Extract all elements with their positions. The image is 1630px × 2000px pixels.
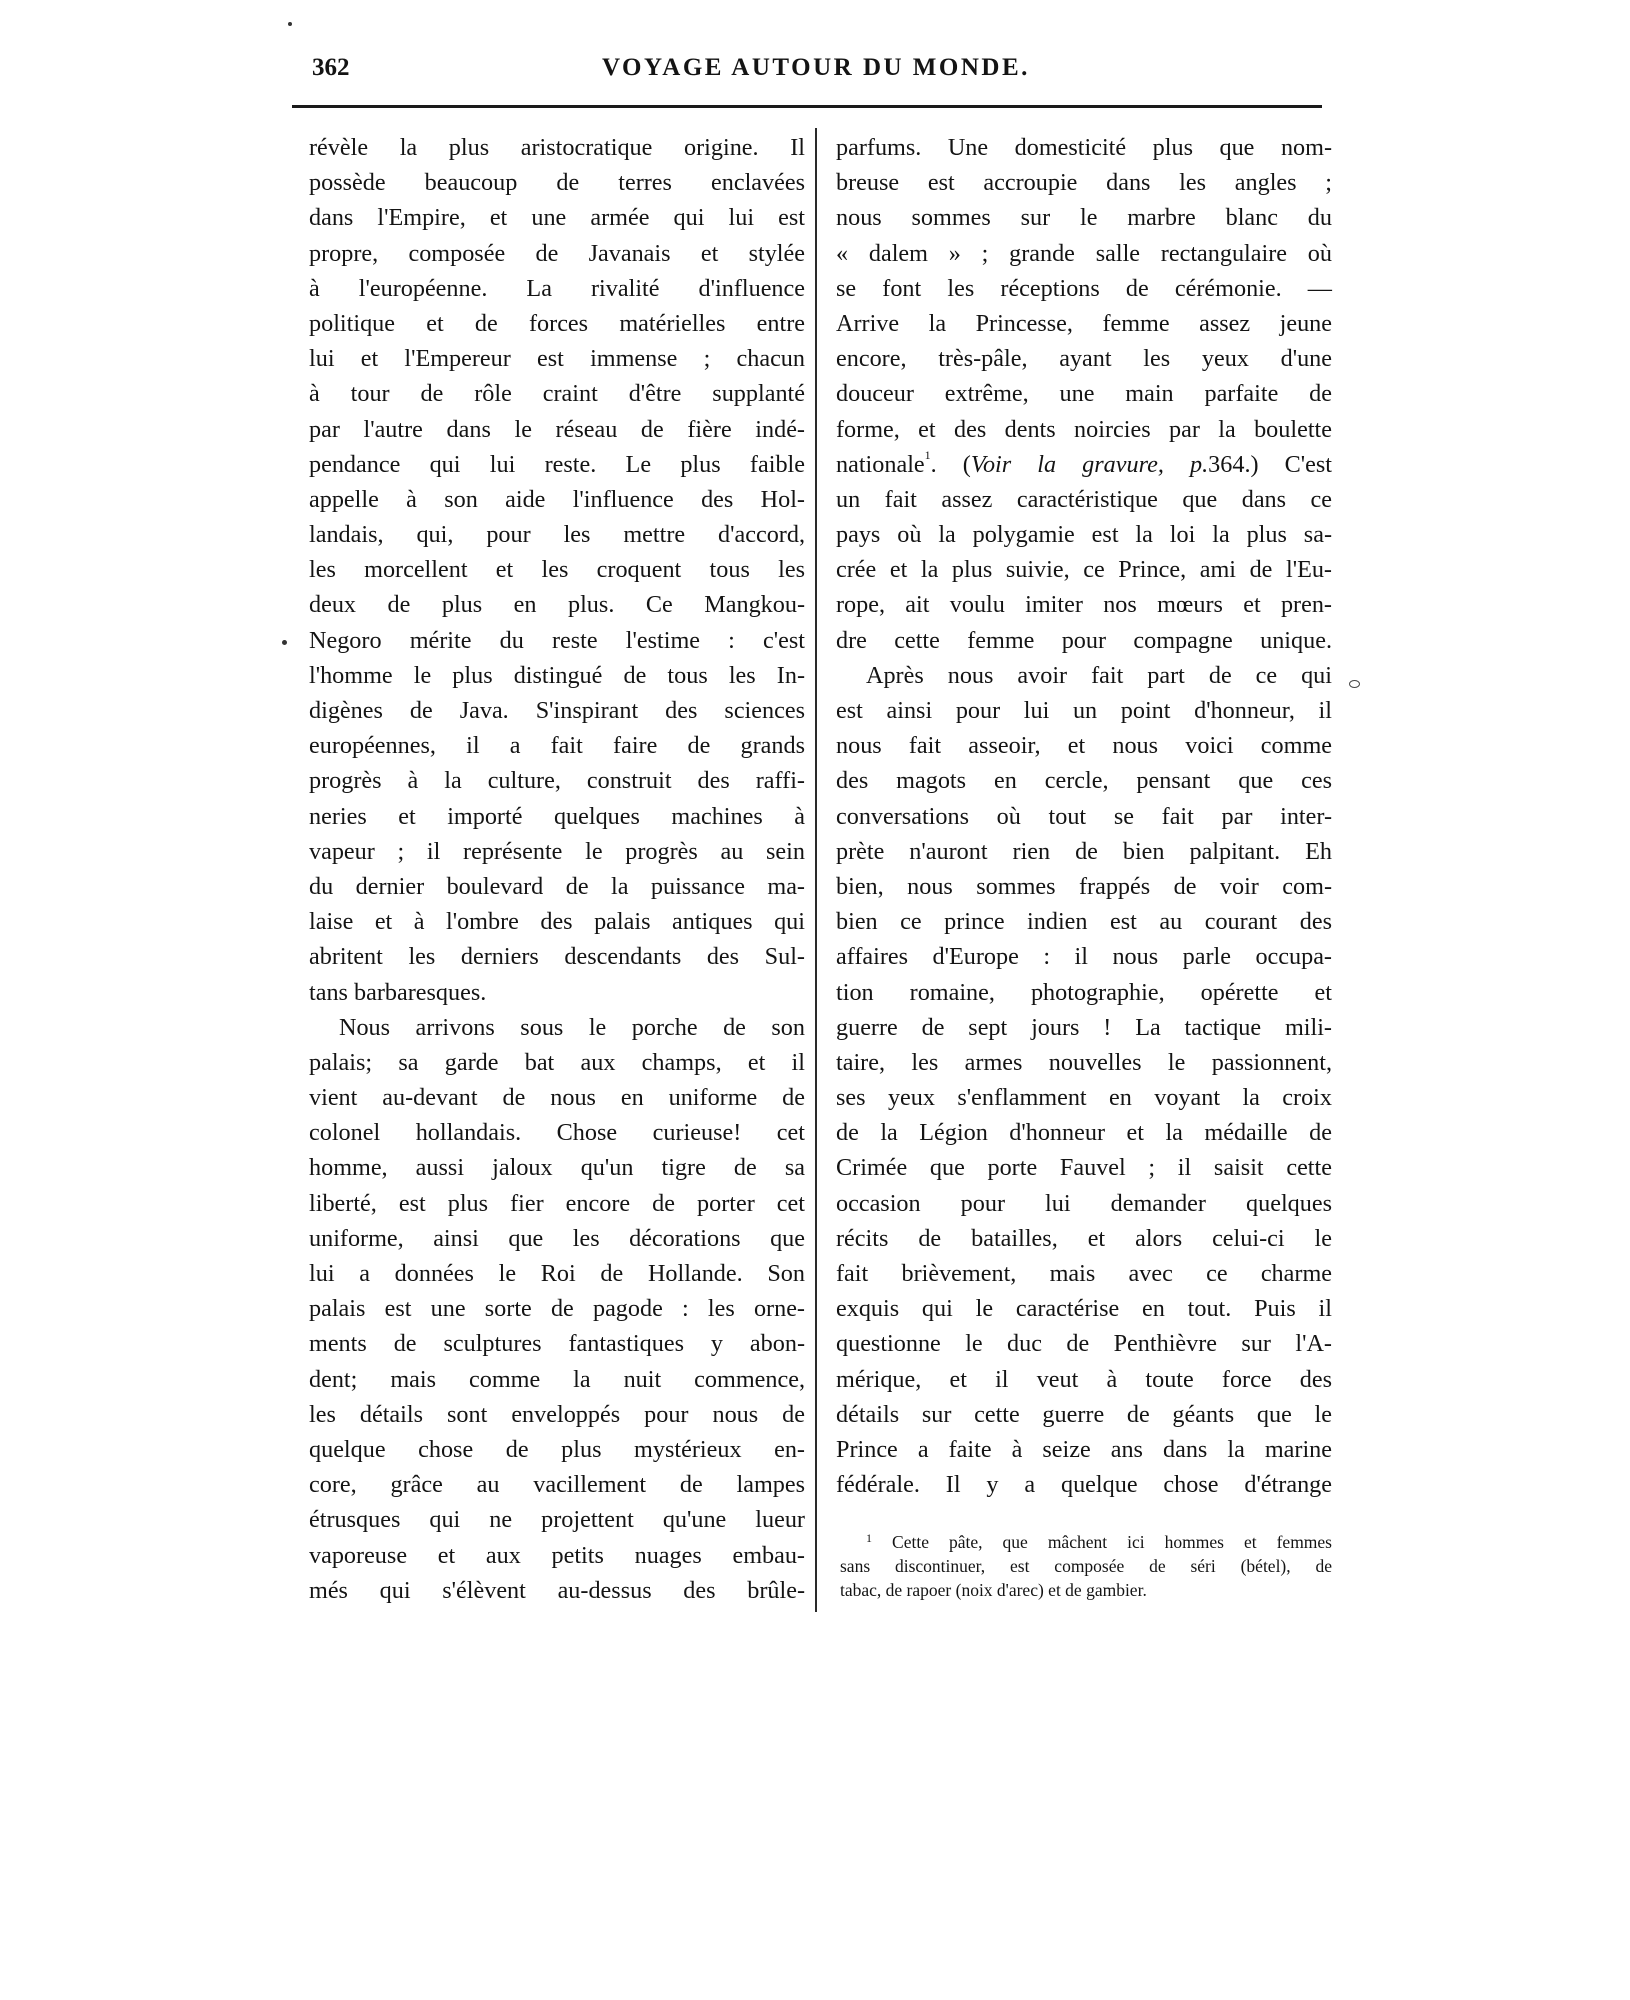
text-line: Arrive la Princesse, femme assez jeune bbox=[836, 309, 1332, 337]
text-line: pendance qui lui reste. Le plus faible bbox=[309, 450, 805, 478]
text-line: laise et à l'ombre des palais antiques qui bbox=[309, 908, 805, 936]
paragraph-end-line: dre cette femme pour compagne unique. bbox=[836, 626, 1332, 654]
text-line: européennes, il a fait faire de grands bbox=[309, 732, 805, 760]
text-line: palais est une sorte de pagode : les orne- bbox=[309, 1295, 805, 1323]
text-line: fédérale. Il y a quelque chose d'étrange bbox=[836, 1471, 1332, 1499]
text-line: un fait assez caractéristique que dans ce bbox=[836, 485, 1332, 513]
text-line: révèle la plus aristocratique origine. Il bbox=[309, 134, 805, 161]
text-line: landais, qui, pour les mettre d'accord, bbox=[309, 521, 805, 549]
text-line: vient au-devant de nous en uniforme de bbox=[309, 1084, 805, 1112]
footnote-line: sans discontinuer, est composée de séri (bétel), de bbox=[840, 1556, 1332, 1576]
text-line: ses yeux s'enflamment en voyant la croix bbox=[836, 1084, 1332, 1112]
text-line: détails sur cette guerre de géants que le bbox=[836, 1400, 1332, 1428]
column-divider bbox=[815, 128, 817, 1612]
text-line: ments de sculptures fantastiques y abon- bbox=[309, 1330, 805, 1358]
text-line: abritent les derniers descendants des Sul- bbox=[309, 943, 805, 971]
paragraph-start-line: Nous arrivons sous le porche de son bbox=[339, 1013, 805, 1041]
scan-speck bbox=[1349, 680, 1360, 688]
footnote-line bbox=[840, 1530, 1332, 1554]
text-line: à tour de rôle craint d'être supplanté bbox=[309, 380, 805, 408]
text-line: Prince a faite à seize ans dans la marine bbox=[836, 1435, 1332, 1463]
text-line: exquis qui le caractérise en tout. Puis il bbox=[836, 1295, 1332, 1323]
text-line: fait brièvement, mais avec ce charme bbox=[836, 1260, 1332, 1287]
text-line: Crimée que porte Fauvel ; il saisit cette bbox=[836, 1154, 1332, 1182]
text-line: possède beaucoup de terres enclavées bbox=[309, 169, 805, 197]
text-line: questionne le duc de Penthièvre sur l'A- bbox=[836, 1330, 1332, 1358]
text-line: vapeur ; il représente le progrès au sein bbox=[309, 837, 805, 865]
text-line: propre, composée de Javanais et stylée bbox=[309, 239, 805, 267]
text-line: quelque chose de plus mystérieux en- bbox=[309, 1435, 805, 1463]
text-line: Negoro mérite du reste l'estime : c'est bbox=[309, 626, 805, 654]
text-line: encore, très-pâle, ayant les yeux d'une bbox=[836, 345, 1332, 373]
text-line: lui et l'Empereur est immense ; chacun bbox=[309, 345, 805, 373]
text-line: de la Légion d'honneur et la médaille de bbox=[836, 1119, 1332, 1147]
text-line: conversations où tout se fait par inter- bbox=[836, 802, 1332, 830]
running-head bbox=[312, 48, 1322, 88]
text-fragment: Cette pâte, que mâchent ici hommes et femmes bbox=[892, 1532, 1332, 1552]
text-line: l'homme le plus distingué de tous les In- bbox=[309, 661, 805, 689]
text-line: prète n'auront rien de bien palpitant. Eh bbox=[836, 837, 1332, 865]
footnote-reference[interactable]: 1 bbox=[924, 447, 931, 462]
text-line: forme, et des dents noircies par la boulette bbox=[836, 415, 1332, 443]
paragraph-end-line: tans barbaresques. bbox=[309, 978, 487, 1006]
text-line: affaires d'Europe : il nous parle occupa- bbox=[836, 943, 1332, 971]
text-fragment: nationale bbox=[836, 450, 925, 478]
text-line: homme, aussi jaloux qu'un tigre de sa bbox=[309, 1154, 805, 1182]
text-line: pays où la polygamie est la loi la plus sa- bbox=[836, 521, 1332, 549]
text-line: colonel hollandais. Chose curieuse! cet bbox=[309, 1119, 805, 1147]
left-column bbox=[309, 130, 805, 1608]
text-line: lui a données le Roi de Hollande. Son bbox=[309, 1260, 805, 1287]
text-line: politique et de forces matérielles entre bbox=[309, 309, 805, 337]
text-line: des magots en cercle, pensant que ces bbox=[836, 767, 1332, 795]
text-line: neries et importé quelques machines à bbox=[309, 802, 805, 830]
text-line: occasion pour lui demander quelques bbox=[836, 1189, 1332, 1217]
scan-speck bbox=[282, 640, 287, 645]
text-fragment: . ( bbox=[930, 450, 971, 478]
page-number: 362 bbox=[312, 54, 350, 81]
text-line: dans l'Empire, et une armée qui lui est bbox=[309, 204, 805, 232]
text-line: du dernier boulevard de la puissance ma- bbox=[309, 872, 805, 900]
text-line: nous fait asseoir, et nous voici comme bbox=[836, 732, 1332, 760]
footnote bbox=[840, 1530, 1332, 1602]
text-line: douceur extrême, une main parfaite de bbox=[836, 380, 1332, 408]
text-line: vaporeuse et aux petits nuages embau- bbox=[309, 1541, 805, 1569]
text-line: dent; mais comme la nuit commence, bbox=[309, 1365, 805, 1393]
text-line: appelle à son aide l'influence des Hol- bbox=[309, 485, 805, 513]
text-line: tion romaine, photographie, opérette et bbox=[836, 978, 1332, 1006]
text-line: palais; sa garde bat aux champs, et il bbox=[309, 1048, 805, 1076]
footnote-marker: 1 bbox=[866, 1531, 872, 1545]
text-line: les morcellent et les croquent tous les bbox=[309, 556, 805, 584]
footnote-line: tabac, de rapoer (noix d'arec) et de gambier. bbox=[840, 1580, 1147, 1600]
text-line: nous sommes sur le marbre blanc du bbox=[836, 204, 1332, 232]
text-line: est ainsi pour lui un point d'honneur, il bbox=[836, 697, 1332, 724]
figure-reference: Voir la gravure, p. bbox=[970, 450, 1209, 478]
text-line: uniforme, ainsi que les décorations que bbox=[309, 1224, 805, 1252]
text-fragment: 364.) C'est bbox=[1208, 450, 1332, 478]
text-line: core, grâce au vacillement de lampes bbox=[309, 1471, 805, 1499]
text-line: parfums. Une domesticité plus que nom- bbox=[836, 134, 1332, 161]
text-line: récits de batailles, et alors celui-ci le bbox=[836, 1224, 1332, 1252]
text-line: deux de plus en plus. Ce Mangkou- bbox=[309, 591, 805, 619]
text-line: à l'européenne. La rivalité d'influence bbox=[309, 274, 805, 302]
text-line: liberté, est plus fier encore de porter cet bbox=[309, 1189, 805, 1217]
running-title: VOYAGE AUTOUR DU MONDE. bbox=[602, 54, 1030, 81]
text-line: « dalem » ; grande salle rectangulaire où bbox=[836, 239, 1332, 267]
text-line: més qui s'élèvent au-dessus des brûle- bbox=[309, 1576, 805, 1604]
scan-speck bbox=[288, 22, 292, 26]
paragraph-start-line: Après nous avoir fait part de ce qui bbox=[866, 661, 1332, 689]
text-line: étrusques qui ne projettent qu'une lueur bbox=[309, 1506, 805, 1534]
right-column bbox=[836, 130, 1332, 1502]
text-line: taire, les armes nouvelles le passionnent, bbox=[836, 1048, 1332, 1076]
text-line: guerre de sept jours ! La tactique mili- bbox=[836, 1013, 1332, 1041]
header-rule bbox=[292, 105, 1322, 108]
text-line: bien, nous sommes frappés de voir com- bbox=[836, 872, 1332, 900]
text-line: digènes de Java. S'inspirant des sciences bbox=[309, 697, 805, 724]
text-line: se font les réceptions de cérémonie. — bbox=[836, 274, 1332, 302]
text-line: progrès à la culture, construit des raffi- bbox=[309, 767, 805, 795]
text-line: rope, ait voulu imiter nos mœurs et pren- bbox=[836, 591, 1332, 619]
text-line: crée et la plus suivie, ce Prince, ami de l'Eu- bbox=[836, 556, 1332, 584]
text-line: breuse est accroupie dans les angles ; bbox=[836, 169, 1332, 197]
text-line: les détails sont enveloppés pour nous de bbox=[309, 1400, 805, 1428]
text-line: par l'autre dans le réseau de fière indé- bbox=[309, 415, 805, 443]
text-line-with-note bbox=[836, 447, 1332, 482]
text-line: mérique, et il veut à toute force des bbox=[836, 1365, 1332, 1393]
text-line: bien ce prince indien est au courant des bbox=[836, 908, 1332, 936]
